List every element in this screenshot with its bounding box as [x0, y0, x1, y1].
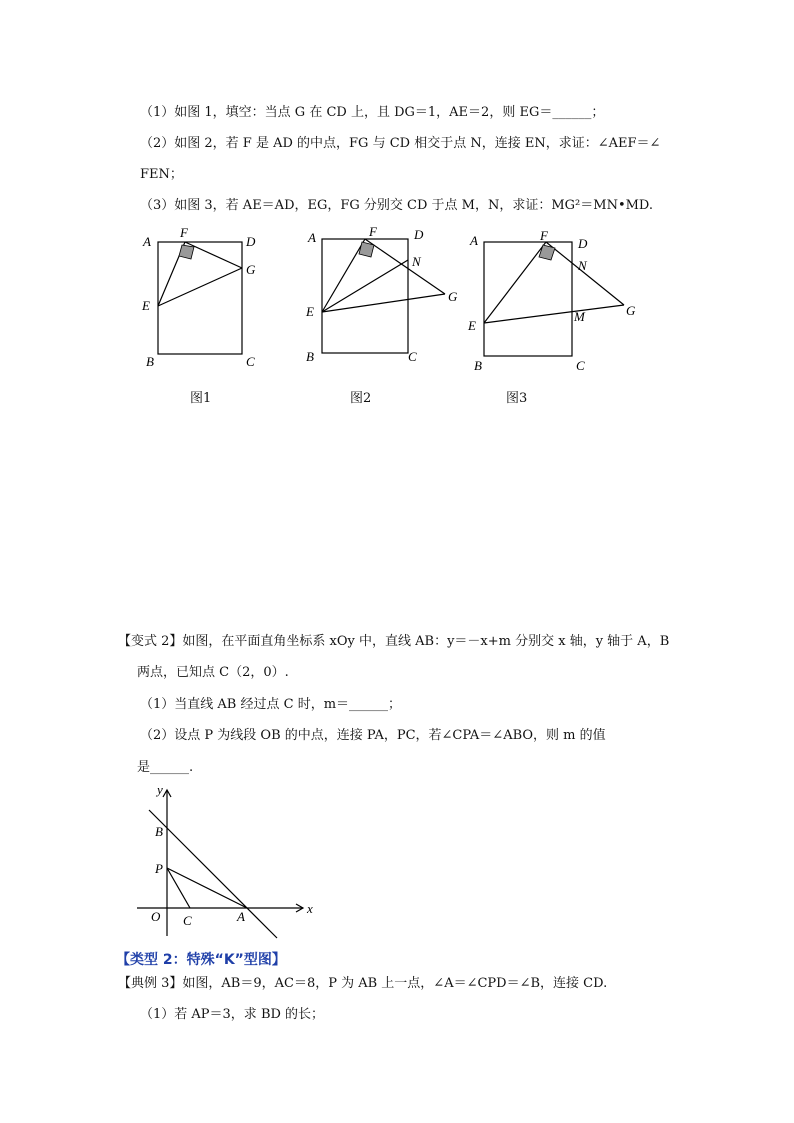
- fig1-square: [158, 242, 242, 354]
- fig2-caption: 图2: [350, 391, 372, 406]
- variant2-line1: 【变式 2】如图，在平面直角坐标系 xOy 中，直线 AB：y＝－x+m 分别交 x 轴，y 轴于 A，B: [118, 634, 670, 649]
- fig3-segment-fg: [546, 242, 624, 305]
- variant2-q2-line1: （2）设点 P 为线段 OB 的中点，连接 PA，PC，若∠CPA＝∠ABO，则 m 的值: [140, 728, 606, 743]
- problem1-q3: （3）如图 3，若 AE＝AD，EG，FG 分别交 CD 于点 M，N，求证：MG²＝MN•MD.: [140, 198, 654, 213]
- fig1-label-g: G: [246, 262, 256, 277]
- fig1-label-b: B: [146, 354, 154, 369]
- figure-2: [302, 222, 472, 374]
- fig1-caption: 图1: [190, 391, 212, 406]
- problem1-q2-line1: （2）如图 2，若 F 是 AD 的中点，FG 与 CD 相交于点 N，连接 EN，求证：∠AEF＝∠: [140, 136, 661, 151]
- coordinate-figure: [135, 782, 335, 946]
- fig3-label-m: M: [574, 309, 585, 324]
- fig3-caption: 图3: [506, 391, 528, 406]
- fig2-label-b: B: [306, 349, 314, 364]
- label-c: C: [183, 913, 192, 928]
- fig3-label-n: N: [578, 258, 587, 273]
- fig3-label-a: A: [470, 233, 478, 248]
- fig2-segment-ef: [322, 239, 365, 312]
- figure-3: [464, 226, 644, 380]
- fig1-label-c: C: [246, 354, 255, 369]
- fig2-label-c: C: [408, 349, 417, 364]
- fig2-segment-fg: [365, 239, 445, 294]
- fig1-segment-fg: [185, 242, 242, 268]
- fig2-label-e: E: [306, 304, 314, 319]
- fig3-label-d: D: [578, 236, 588, 251]
- variant2-q1: （1）当直线 AB 经过点 C 时，m＝______；: [140, 697, 402, 712]
- label-o: O: [151, 909, 161, 924]
- label-a: A: [237, 909, 245, 924]
- fig1-label-f: F: [180, 226, 188, 240]
- problem1-q2-line2: FEN；: [140, 167, 183, 182]
- fig2-right-angle-mark: [359, 242, 374, 257]
- fig3-label-g: G: [626, 303, 636, 318]
- figure-1: [138, 226, 278, 378]
- fig3-label-b: B: [474, 358, 482, 373]
- fig2-label-g: G: [448, 289, 458, 304]
- fig2-segment-en: [322, 260, 408, 312]
- type2-heading: 【类型 2：特殊“K”型图】: [116, 952, 286, 968]
- fig1-label-a: A: [143, 234, 151, 249]
- label-p: P: [155, 861, 163, 876]
- fig2-label-f: F: [369, 224, 377, 239]
- fig3-segment-ef: [484, 242, 546, 323]
- fig3-label-e: E: [468, 318, 476, 333]
- problem1-q1: （1）如图 1，填空：当点 G 在 CD 上，且 DG＝1，AE＝2，则 EG＝______；: [140, 105, 605, 120]
- variant2-line2: 两点，已知点 C（2，0）.: [137, 665, 289, 680]
- fig3-label-c: C: [576, 358, 585, 373]
- fig3-label-f: F: [540, 228, 548, 243]
- label-x: x: [307, 901, 313, 916]
- fig2-label-a: A: [308, 230, 316, 245]
- example3-statement: 【典例 3】如图，AB＝9，AC＝8，P 为 AB 上一点，∠A＝∠CPD＝∠B，连接 CD.: [118, 976, 608, 991]
- label-b: B: [155, 824, 163, 839]
- fig3-square: [484, 242, 572, 356]
- fig2-label-n: N: [412, 254, 421, 269]
- line-ab: [149, 810, 277, 938]
- fig2-square: [322, 239, 408, 353]
- fig2-label-d: D: [414, 227, 424, 242]
- variant2-q2-line2: 是______.: [137, 760, 194, 775]
- fig1-right-angle-mark: [179, 245, 194, 259]
- fig2-segment-eg: [322, 294, 445, 312]
- fig3-segment-eg: [484, 305, 624, 323]
- fig1-label-e: E: [142, 298, 150, 313]
- fig1-segment-eg: [158, 268, 242, 306]
- example3-q1: （1）若 AP＝3，求 BD 的长；: [140, 1007, 325, 1022]
- fig1-label-d: D: [246, 234, 256, 249]
- label-y: y: [157, 782, 163, 797]
